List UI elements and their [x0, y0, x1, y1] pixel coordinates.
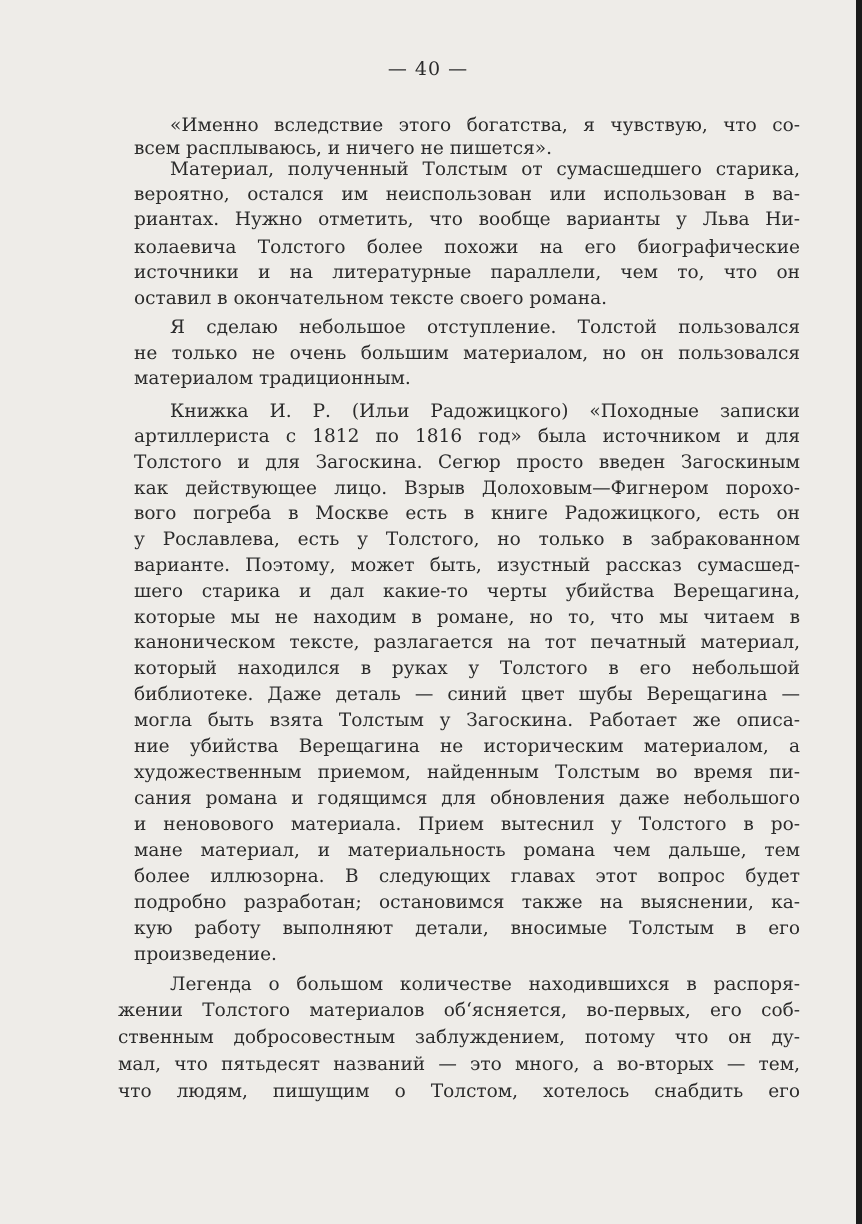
- text-line: и неновового материала. Прием вытеснил у Толстого в ро-: [134, 814, 800, 835]
- text-line: который находился в руках у Толстого в его небольшой: [134, 658, 800, 679]
- text-line: как действующее лицо. Взрыв Долоховым—Фигнером порохо-: [134, 478, 800, 499]
- text-line: не только не очень большим материалом, но он пользовался: [134, 343, 800, 364]
- text-line: колаевича Толстого более похожи на его биографические: [134, 237, 800, 258]
- text-line: кую работу выполняют детали, вносимые Толстым в его: [134, 918, 800, 939]
- text-line: могла быть взята Толстым у Загоскина. Работает же описа-: [134, 710, 800, 731]
- text-line: Книжка И. Р. (Ильи Радожицкого) «Походные записки: [170, 401, 800, 422]
- text-line: каноническом тексте, разлагается на тот печатный материал,: [134, 632, 800, 653]
- text-line: оставил в окончательном тексте своего романа.: [134, 288, 607, 309]
- text-line: Я сделаю небольшое отступление. Толстой пользовался: [170, 317, 800, 338]
- text-line: «Именно вследствие этого богатства, я чувствую, что со-: [170, 115, 800, 136]
- text-line: источники и на литературные параллели, чем то, что он: [134, 262, 800, 283]
- text-line: Материал, полученный Толстым от сумасшедшего старика,: [170, 159, 800, 180]
- text-line: более иллюзорна. В следующих главах этот вопрос будет: [134, 866, 800, 887]
- text-line: Толстого и для Загоскина. Сегюр просто введен Загоскиным: [134, 452, 800, 473]
- text-line: Легенда о большом количестве находившихся в распоря-: [170, 974, 800, 995]
- text-line: произведение.: [134, 944, 277, 965]
- text-line: библиотеке. Даже деталь — синий цвет шубы Верещагина —: [134, 684, 800, 705]
- text-line: что людям, пишущим о Толстом, хотелось снабдить его: [118, 1081, 800, 1102]
- text-line: артиллериста с 1812 по 1816 год» была источником и для: [134, 426, 800, 447]
- text-line: варианте. Поэтому, может быть, изустный рассказ сумасшед-: [134, 555, 800, 576]
- text-line: шего старика и дал какие-то черты убийства Верещагина,: [134, 581, 800, 602]
- text-line: подробно разработан; остановимся также на выяснении, ка-: [134, 892, 800, 913]
- text-line: жении Толстого материалов об‘ясняется, во-первых, его соб-: [118, 1000, 800, 1021]
- text-line: мал, что пятьдесят названий — это много, а во-вторых — тем,: [118, 1054, 800, 1075]
- page-edge: [856, 0, 862, 1224]
- text-line: сания романа и годящимся для обновления даже небольшого: [134, 788, 800, 809]
- text-line: ственным добросовестным заблуждением, потому что он ду-: [118, 1027, 800, 1048]
- text-line: всем расплываюсь, и ничего не пишется».: [134, 138, 552, 159]
- text-line: вого погреба в Москве есть в книге Радожицкого, есть он: [134, 503, 800, 524]
- text-line: мане материал, и материальность романа чем дальше, тем: [134, 840, 800, 861]
- text-line: материалом традиционным.: [134, 368, 411, 389]
- text-line: вероятно, остался им неиспользован или использован в ва-: [134, 184, 800, 205]
- text-line: которые мы не находим в романе, но то, что мы читаем в: [134, 607, 800, 628]
- text-line: художественным приемом, найденным Толстым во время пи-: [134, 762, 800, 783]
- text-line: ние убийства Верещагина не историческим материалом, а: [134, 736, 800, 757]
- page-number: — 40 —: [387, 58, 469, 80]
- text-line: у Рославлева, есть у Толстого, но только в забракованном: [134, 529, 800, 550]
- text-line: риантах. Нужно отметить, что вообще варианты у Льва Ни-: [134, 209, 800, 230]
